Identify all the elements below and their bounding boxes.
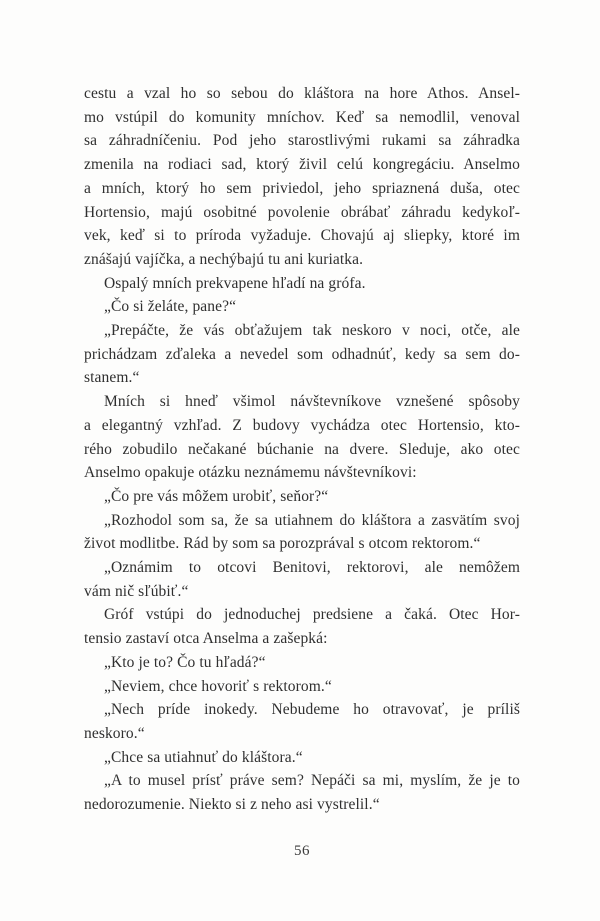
text-line: mo vstúpil do komunity mníchov. Keď sa nemodlil, venoval: [84, 108, 520, 126]
text-line: „Rozhodol som sa, že sa utiahnem do kláštora a zasvätím svoj: [104, 511, 520, 529]
text-line: znášajú vajíčka, a nechýbajú tu ani kuriatka.: [84, 250, 364, 268]
text-line: Ospalý mních prekvapene hľadí na grófa.: [104, 274, 366, 292]
paragraph: [84, 746, 520, 770]
text-line: Gróf vstúpi do jednoduchej predsiene a čaká. Otec Hor-: [104, 606, 520, 624]
text-line: prichádzam zďaleka a nevedel som odhadnúť, kedy sa sem do-: [84, 345, 520, 363]
page-number: 56: [294, 843, 310, 859]
text-line: „Oznámim to otcovi Benitovi, rektorovi, ale nemôžem: [104, 559, 520, 577]
paragraph: [84, 698, 520, 745]
paragraph: [84, 651, 520, 675]
text-line: stanem.“: [84, 369, 140, 387]
paragraph: [84, 485, 520, 509]
text-line: „Nech príde inokedy. Nebudeme ho otravovať, je príliš: [104, 701, 520, 719]
text-line: vek, keď si to príroda vyžaduje. Chovajú aj sliepky, ktoré im: [84, 227, 520, 245]
text-line: Hortensio, majú osobitné povolenie obrábať záhradu kedykoľ-: [84, 203, 520, 221]
text-line: nedorozumenie. Niekto si z neho asi vystrelil.“: [84, 796, 380, 814]
text-line: „Kto je to? Čo tu hľadá?“: [104, 653, 266, 671]
text-line: tensio zastaví otca Anselma a zašepká:: [84, 630, 328, 648]
text-line: Mních si hneď všimol návštevníkove vznešené spôsoby: [104, 393, 520, 411]
text-line: cestu a vzal ho so sebou do kláštora na hore Athos. Ansel-: [84, 85, 520, 102]
text-line: zmenila na rodiaci sad, ktorý živil celú kongregáciu. Anselmo: [84, 156, 520, 174]
text-line: a elegantný vzhľad. Z budovy vychádza otec Hortensio, kto-: [84, 416, 520, 434]
text-line: neskoro.“: [84, 724, 145, 742]
paragraph: [84, 556, 520, 603]
paragraph: [84, 509, 520, 556]
paragraph: [84, 319, 520, 390]
paragraph: [84, 603, 520, 650]
text-line: „Čo si želáte, pane?“: [104, 298, 237, 316]
page-text: [84, 82, 520, 817]
text-line: „Prepáčte, že vás obťažujem tak neskoro v noci, otče, ale: [104, 322, 520, 340]
paragraph: [84, 390, 520, 485]
paragraph: [84, 272, 520, 296]
paragraph: [84, 82, 520, 272]
paragraph: [84, 769, 520, 816]
text-line: „Chce sa utiahnuť do kláštora.“: [104, 748, 303, 766]
text-line: vám nič sľúbiť.“: [84, 582, 189, 600]
text-line: rého zobudilo nečakané búchanie na dvere. Sleduje, ako otec: [84, 440, 520, 458]
text-line: „A to musel prísť práve sem? Nepáči sa mi, myslím, že je to: [104, 772, 520, 790]
text-line: Anselmo opakuje otázku neznámemu návštevníkovi:: [84, 464, 417, 482]
text-line: život modlitbe. Rád by som sa porozprával s otcom rektorom.“: [84, 535, 481, 553]
text-line: a mních, ktorý ho sem priviedol, jeho spriaznená duša, otec: [84, 179, 520, 197]
paragraph: [84, 675, 520, 699]
paragraph: [84, 295, 520, 319]
text-line: „Čo pre vás môžem urobiť, seňor?“: [104, 487, 329, 505]
text-line: sa záhradníčeniu. Pod jeho starostlivými rukami sa záhradka: [84, 132, 520, 150]
text-line: „Neviem, chce hovoriť s rektorom.“: [104, 677, 332, 695]
